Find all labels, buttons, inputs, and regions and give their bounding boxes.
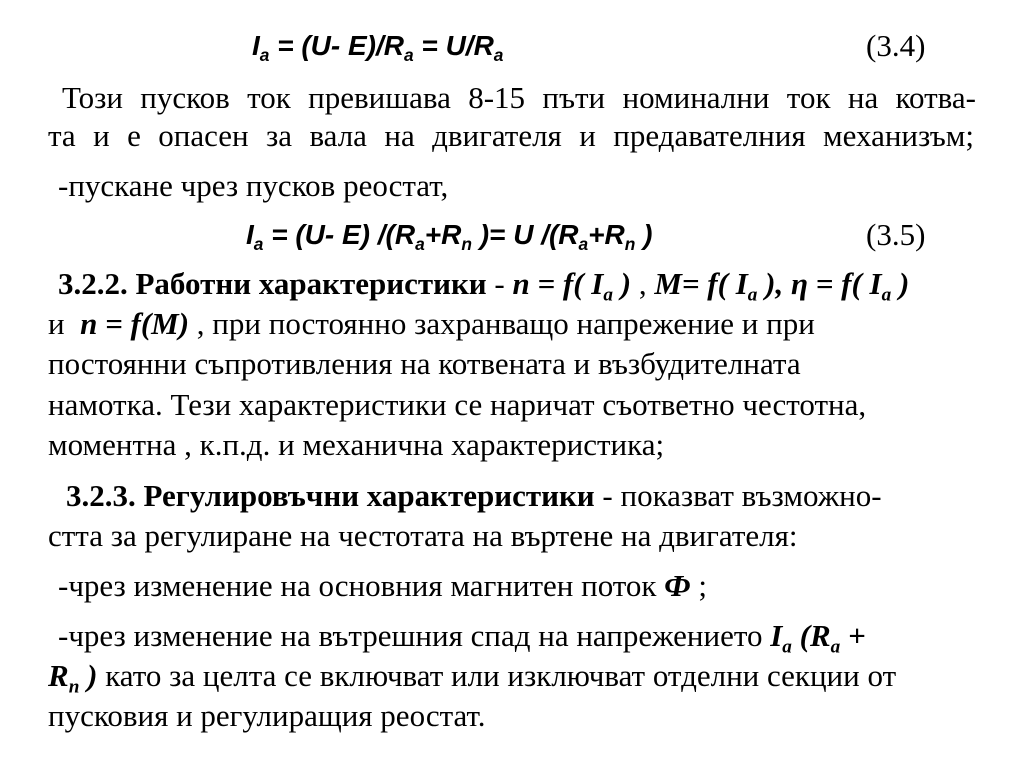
equation-number-3-4: (3.4) <box>866 28 926 63</box>
section-heading: 3.2.3. Регулировъчни характеристики <box>66 478 595 513</box>
paragraph-line: Този пусков ток превишава 8-15 пъти номинални ток на котва- <box>62 80 976 115</box>
paragraph-line: намотка. Тези характеристики се наричат съответно честотна, <box>48 387 867 422</box>
section-3-2-2-line2: и n = f(M) , при постоянно захранващо напрежение и при <box>48 306 815 341</box>
section-heading: 3.2.2. Работни характеристики <box>58 266 487 301</box>
paragraph-line: та и е опасен за вала на двигателя и предавателния механизъм; <box>48 118 974 153</box>
paragraph-line: моментна , к.п.д. и механична характеристика; <box>48 427 665 462</box>
section-3-2-2-line1: 3.2.2. Работни характеристики - n = f( $I_a$ ) , M= f( $I_a$ ), η = f( $I_a$ ) <box>58 266 910 306</box>
equation-3-4: $I_a = (U-$ $E)/R_a = U/R_a$ <box>252 30 504 66</box>
equation-3-5: $I_a = (U-$ E) $/(R_a+R_n$ )= U $/(R_a+R_n$ ) <box>246 219 653 255</box>
paragraph-line: пусковия и регулиращия реостат. <box>48 698 486 733</box>
list-item-rheostat: -пускане чрез пусков реостат, <box>58 168 449 203</box>
list-item-flux: -чрез изменение на основния магнитен поток Ф ; <box>58 568 707 603</box>
paragraph-line: постоянни съпротивления на котвената и възбудителната <box>48 346 801 381</box>
paragraph-line: стта за регулиране на честотата на въртене на двигателя: <box>48 518 798 553</box>
list-item-voltage-drop: -чрез изменение на вътрешния спад на напрежението $I_a$ ($R_a$ + <box>58 618 866 658</box>
section-3-2-3-line1: 3.2.3. Регулировъчни характеристики - показват възможно- <box>66 478 882 513</box>
equation-number-3-5: (3.5) <box>866 217 926 252</box>
list-item-voltage-drop-line2: $R_n$ ) като за целта се включват или изключват отделни секции от <box>48 658 897 698</box>
